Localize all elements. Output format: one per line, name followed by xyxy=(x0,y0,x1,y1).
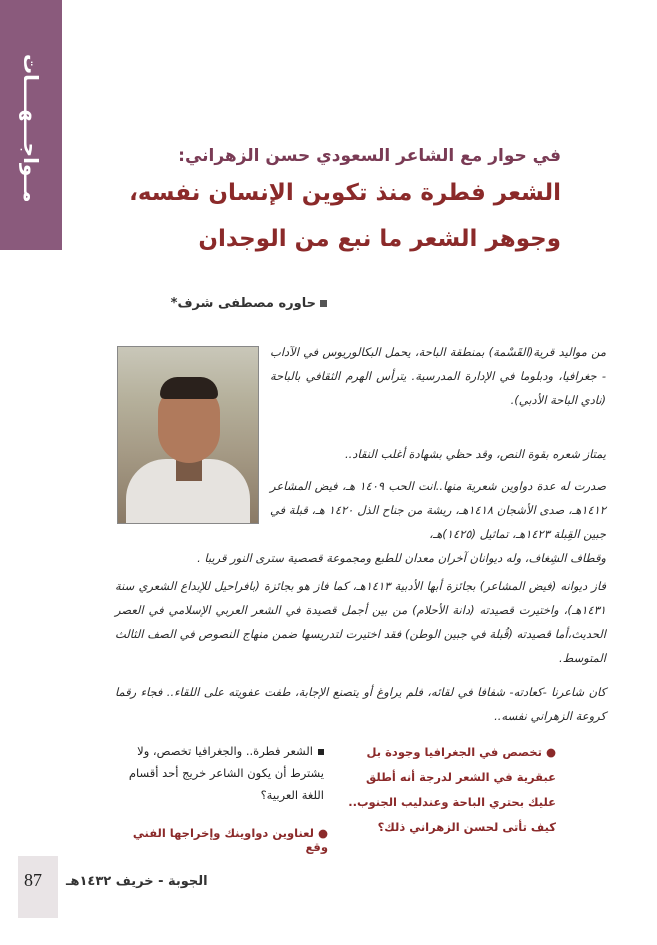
intro-paragraph-works-cont: وقطاف الشِغاف، وله ديوانان آخران معدان للطبع ومجموعة قصصية سترى النور قريبا . xyxy=(197,551,606,565)
intro-paragraph-meeting: كان شاعرنا -كعادته- شفافا في لقائه، فلم يراوغ أو يتصنع الإجابة، طفت عفويته على اللقاء.. فجاء رقما كروعة الزهراني نفسه.. xyxy=(115,685,606,723)
byline-square-icon xyxy=(320,300,327,307)
question-1-text: تخصص في الجغرافيا وجودة بل عبقرية في الشعر لدرجة أنه أطلق عليك بحتري الباحة وعندليب الجنوب.. كيف تأتى لحسن الزهراني ذلك؟ xyxy=(348,745,556,834)
article-title-line-1: الشعر فطرة منذ تكوين الإنسان نفسه، xyxy=(129,180,561,206)
answer-1-text: الشعر فطرة.. والجغرافيا تخصص، ولا يشترط أن يكون الشاعر خريج أحد أقسام اللغة العربية؟ xyxy=(128,744,324,802)
question-2-text: لعناوين دواوينك وإخراجها الفني وقع xyxy=(132,826,328,854)
issue-footer: الجوبة - خريف ١٤٣٢هـ xyxy=(66,874,208,889)
author-byline xyxy=(171,296,327,311)
author-name: حاوره مصطفى شرف* xyxy=(170,296,316,311)
article-subtitle: في حوار مع الشاعر السعودي حسن الزهراني: xyxy=(178,146,561,166)
intro-paragraph-style: يمتاز شعره بقوة النص، وقد حظي بشهادة أغلب النقاد.. xyxy=(345,447,606,461)
section-tab-label: مــواجـــهــــات xyxy=(19,53,43,203)
poet-portrait-photo xyxy=(117,346,259,524)
intro-paragraph-awards: فاز ديوانه (فيض المشاعر) بجائزة أبها الأدبية ١٤١٣هـ، كما فاز هو بجائزة (بافراحيل للإبداع الشعري سنة ١٤٣١هـ)، واختيرت قصيدته (دانة الأحلام) من بين أجمل قصيدة في الشعر العربي الإسلامي في العصر الحديث،أما قصيدته (قُبلة في جبين الوطن) فقد اختيرت لتدريسها ضمن منهاج النصوص في الصف الثالث المتوسط. xyxy=(115,579,606,665)
question-2 xyxy=(112,826,328,854)
answer-bullet-icon xyxy=(318,749,324,755)
answer-1 xyxy=(112,740,324,806)
section-tab xyxy=(0,0,62,250)
question-bullet-icon: ● xyxy=(545,745,556,759)
question-bullet-icon: ● xyxy=(317,826,328,840)
intro-paragraph-bio: من مواليد قرية(القَسْمة) بمنطقة الباحة، يحمل البكالوريوس في الآداب - جغرافيا، ودبلوما في الإدارة المدرسية. يترأس الهرم الثقافي بالباحة (نادي الباحة الأدبي). xyxy=(270,345,606,407)
question-1 xyxy=(340,740,556,840)
article-title-line-2: وجوهر الشعر ما نبع من الوجدان xyxy=(198,226,561,252)
page-number: 87 xyxy=(24,870,42,890)
photo-hair xyxy=(160,377,218,399)
intro-paragraph-works: صدرت له عدة دواوين شعرية منها..انت الحب ١٤٠٩ هـ، فيض المشاعر ١٤١٢هـ، صدى الأشجان ١٤١٨هـ، ريشة من جناح الذل ١٤٢٠ هـ، قبلة في جبين القِبلة ١٤٢٣هـ، تماثيل (١٤٢٥)هـ، xyxy=(270,479,606,541)
